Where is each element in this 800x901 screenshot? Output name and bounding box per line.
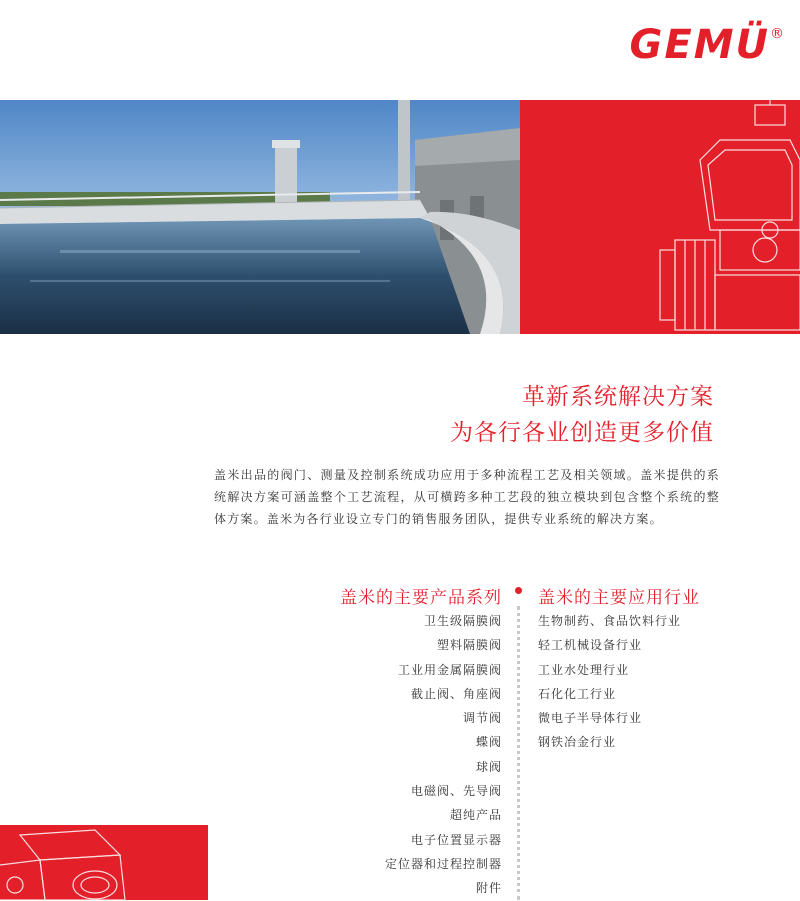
hero-photo-water-treatment bbox=[0, 100, 520, 334]
product-item: 电磁阀、先导阀 bbox=[410, 784, 502, 799]
product-item: 附件 bbox=[475, 881, 502, 896]
industries-title: 盖米的主要应用行业 bbox=[538, 588, 700, 608]
products-list bbox=[385, 609, 502, 901]
product-item: 塑料隔膜阀 bbox=[436, 638, 502, 653]
logo-text: GEMÜ bbox=[629, 22, 770, 68]
red-panel-valve-drawing bbox=[520, 100, 800, 334]
industry-item: 生物制药、食品饮料行业 bbox=[538, 614, 682, 628]
industry-item: 轻工机械设备行业 bbox=[538, 638, 643, 653]
gemu-logo bbox=[630, 22, 786, 68]
industry-item: 钢铁冶金行业 bbox=[538, 735, 617, 750]
industry-item: 工业水处理行业 bbox=[538, 662, 630, 677]
product-item: 超纯产品 bbox=[449, 808, 502, 823]
product-item: 工业用金属隔膜阀 bbox=[397, 662, 502, 677]
headline-line-2: 为各行各业创造更多价值 bbox=[450, 420, 714, 446]
headline-line-1: 革新系统解决方案 bbox=[522, 384, 714, 410]
industry-item: 微电子半导体行业 bbox=[538, 711, 643, 726]
registered-mark: ® bbox=[770, 26, 786, 42]
product-item: 电子位置显示器 bbox=[410, 832, 502, 847]
product-item: 蝶阀 bbox=[475, 735, 502, 750]
product-item: 调节阀 bbox=[462, 711, 502, 726]
column-divider bbox=[517, 606, 520, 900]
product-item: 球阀 bbox=[475, 759, 502, 774]
product-item: 截止阀、角座阀 bbox=[410, 686, 502, 701]
intro-paragraph: 盖米出品的阀门、测量及控制系统成功应用于多种流程工艺及相关领域。盖米提供的系统解决方案可涵盖整个工艺流程，从可横跨多种工艺段的独立模块到包含整个系统的整体方案。盖米为各行业设立专门的销售服务团队，提供专业系统的解决方案。 bbox=[214, 468, 720, 526]
section-bullet bbox=[515, 587, 522, 594]
products-title: 盖米的主要产品系列 bbox=[340, 588, 502, 608]
red-panel-bottom-drawing bbox=[0, 825, 208, 900]
industries-list bbox=[538, 609, 681, 755]
product-item: 卫生级隔膜阀 bbox=[423, 614, 502, 628]
product-item: 定位器和过程控制器 bbox=[384, 856, 502, 871]
industry-item: 石化化工行业 bbox=[538, 686, 617, 701]
